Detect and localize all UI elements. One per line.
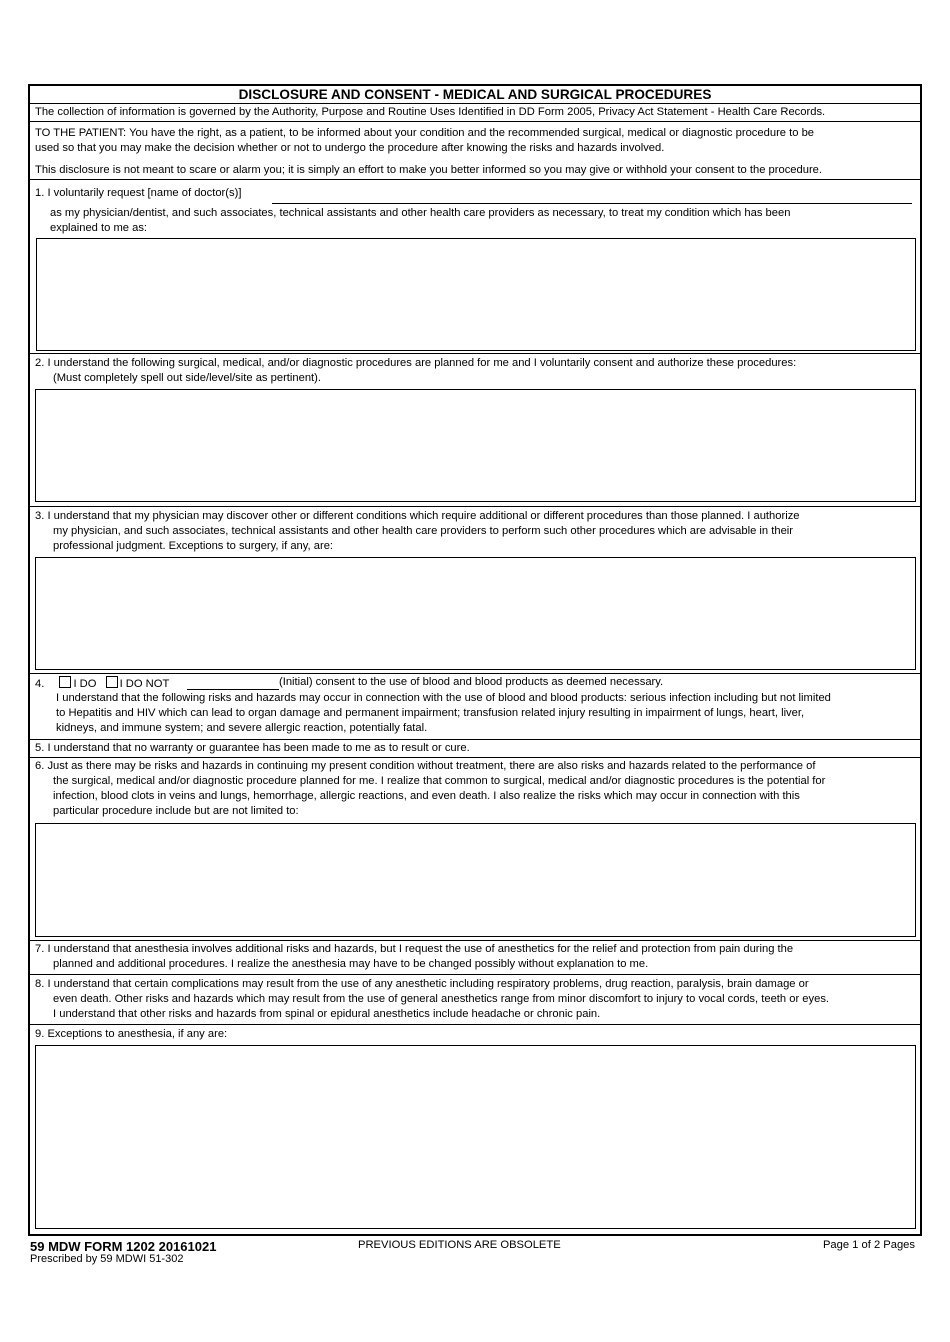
disclosure-statement: This disclosure is not meant to scare or alarm you; it is simply an effort to make you better informed so you may give or withhold your consent to the procedure. xyxy=(35,164,823,176)
item-1-label: 1. I voluntarily request [name of doctor(s)] xyxy=(35,187,242,199)
i-do-checkbox[interactable] xyxy=(59,676,71,688)
item-4-text-3: kidneys, and immune system; and severe allergic reaction, potentially fatal. xyxy=(56,722,428,734)
i-do-not-option[interactable] xyxy=(102,678,170,690)
prescribed-by: Prescribed by 59 MDWI 51-302 xyxy=(30,1253,184,1265)
anesthesia-exceptions-field[interactable] xyxy=(35,1045,916,1229)
item-6-text-4: particular procedure include but are not limited to: xyxy=(53,805,299,817)
item-8-text-1: 8. I understand that certain complications may result from the use of any anesthetic including respiratory problems, drug reaction, paralysis, brain damage or xyxy=(35,978,809,990)
item-4-text-1: I understand that the following risks and hazards may occur in connection with the use of blood and blood products: serious infection including but not limited xyxy=(56,692,831,704)
item-3-text-1: 3. I understand that my physician may discover other or different conditions which require additional or different procedures than those planned. I authorize xyxy=(35,510,800,522)
item-5-section xyxy=(30,740,920,758)
item-8-text-2: even death. Other risks and hazards which may result from the use of general anesthetics range from minor discomfort to injury to vocal cords, teeth or eyes. xyxy=(53,993,830,1005)
item-7-text-2: planned and additional procedures. I realize the anesthesia may have to be changed possibly without explanation to me. xyxy=(53,958,649,970)
item-5-text: 5. I understand that no warranty or guarantee has been made to me as to result or cure. xyxy=(35,742,470,754)
item-6-text-3: infection, blood clots in veins and lungs, hemorrhage, allergic reactions, and even death. I also realize the risks which may occur in connection with this xyxy=(53,790,800,802)
planned-procedures-field[interactable] xyxy=(35,389,916,502)
item-1-text-2: explained to me as: xyxy=(50,222,148,234)
surgery-exceptions-field[interactable] xyxy=(35,557,916,670)
form-title-row xyxy=(30,86,920,104)
i-do-label: I DO xyxy=(73,678,97,690)
item-8-text-3: I understand that other risks and hazards from spinal or epidural anesthetics include headache or chronic pain. xyxy=(53,1008,601,1020)
to-patient-line-1: TO THE PATIENT: You have the right, as a patient, to be informed about your condition and the recommended surgical, medical or diagnostic procedure to be xyxy=(35,127,815,139)
to-patient-line-2: used so that you may make the decision whether or not to undergo the procedure after knowing the risks and hazards involved. xyxy=(35,142,665,154)
item-3-text-2: my physician, and such associates, technical assistants and other health care providers to perform such other procedures which are advisable in their xyxy=(53,525,794,537)
page-number: Page 1 of 2 Pages xyxy=(822,1239,915,1251)
item-7-text-1: 7. I understand that anesthesia involves additional risks and hazards, but I request the use of anesthetics for the relief and protection from pain during the xyxy=(35,943,794,955)
item-4-consent-line xyxy=(35,676,169,692)
item-2-section xyxy=(30,354,920,507)
item-2-text-2: (Must completely spell out side/level/site as pertinent). xyxy=(53,372,321,384)
item-6-text-2: the surgical, medical and/or diagnostic procedure planned for me. I realize that common to surgical, medical and/or diagnostic procedures is the potential for xyxy=(53,775,826,787)
item-6-text-1: 6. Just as there may be risks and hazards in continuing my present condition without treatment, there are also risks and hazards related to the performance of xyxy=(35,760,816,772)
patient-notice-row xyxy=(30,122,920,180)
blood-consent-text: (Initial) consent to the use of blood and blood products as deemed necessary. xyxy=(279,676,664,688)
item-9-section xyxy=(30,1025,920,1236)
item-1-text-1: as my physician/dentist, and such associates, technical assistants and other health care providers as necessary, to treat my condition which has been xyxy=(50,207,791,219)
doctor-name-field[interactable] xyxy=(272,203,912,204)
condition-explanation-field[interactable] xyxy=(36,238,916,351)
initial-field[interactable] xyxy=(187,689,279,690)
procedure-risks-field[interactable] xyxy=(35,823,916,937)
privacy-statement: The collection of information is governed by the Authority, Purpose and Routine Uses Identified in DD Form 2005, Privacy Act Statement - Health Care Records. xyxy=(35,106,826,118)
item-2-text-1: 2. I understand the following surgical, medical, and/or diagnostic procedures are planned for me and I voluntarily consent and authorize these procedures: xyxy=(35,357,797,369)
item-3-section xyxy=(30,507,920,674)
item-3-text-3: professional judgment. Exceptions to surgery, if any, are: xyxy=(53,540,334,552)
i-do-option[interactable] xyxy=(55,678,96,690)
item-6-section xyxy=(30,758,920,941)
item-8-section xyxy=(30,975,920,1025)
i-do-not-label: I DO NOT xyxy=(119,678,170,690)
item-9-label: 9. Exceptions to anesthesia, if any are: xyxy=(35,1028,228,1040)
form-id: 59 MDW FORM 1202 20161021 xyxy=(30,1239,217,1254)
form-title: DISCLOSURE AND CONSENT - MEDICAL AND SURGICAL PROCEDURES xyxy=(238,87,712,102)
consent-form xyxy=(28,84,922,1236)
item-7-section xyxy=(30,941,920,975)
i-do-not-checkbox[interactable] xyxy=(106,676,118,688)
item-4-text-2: to Hepatitis and HIV which can lead to organ damage and permanent impairment; transfusion related injury resulting in impairment of lungs, heart, liver, xyxy=(56,707,805,719)
previous-editions-notice: PREVIOUS EDITIONS ARE OBSOLETE xyxy=(358,1239,561,1251)
item-1-section xyxy=(30,180,920,354)
item-4-number: 4. xyxy=(35,678,45,690)
item-4-section xyxy=(30,674,920,740)
privacy-row xyxy=(30,104,920,122)
